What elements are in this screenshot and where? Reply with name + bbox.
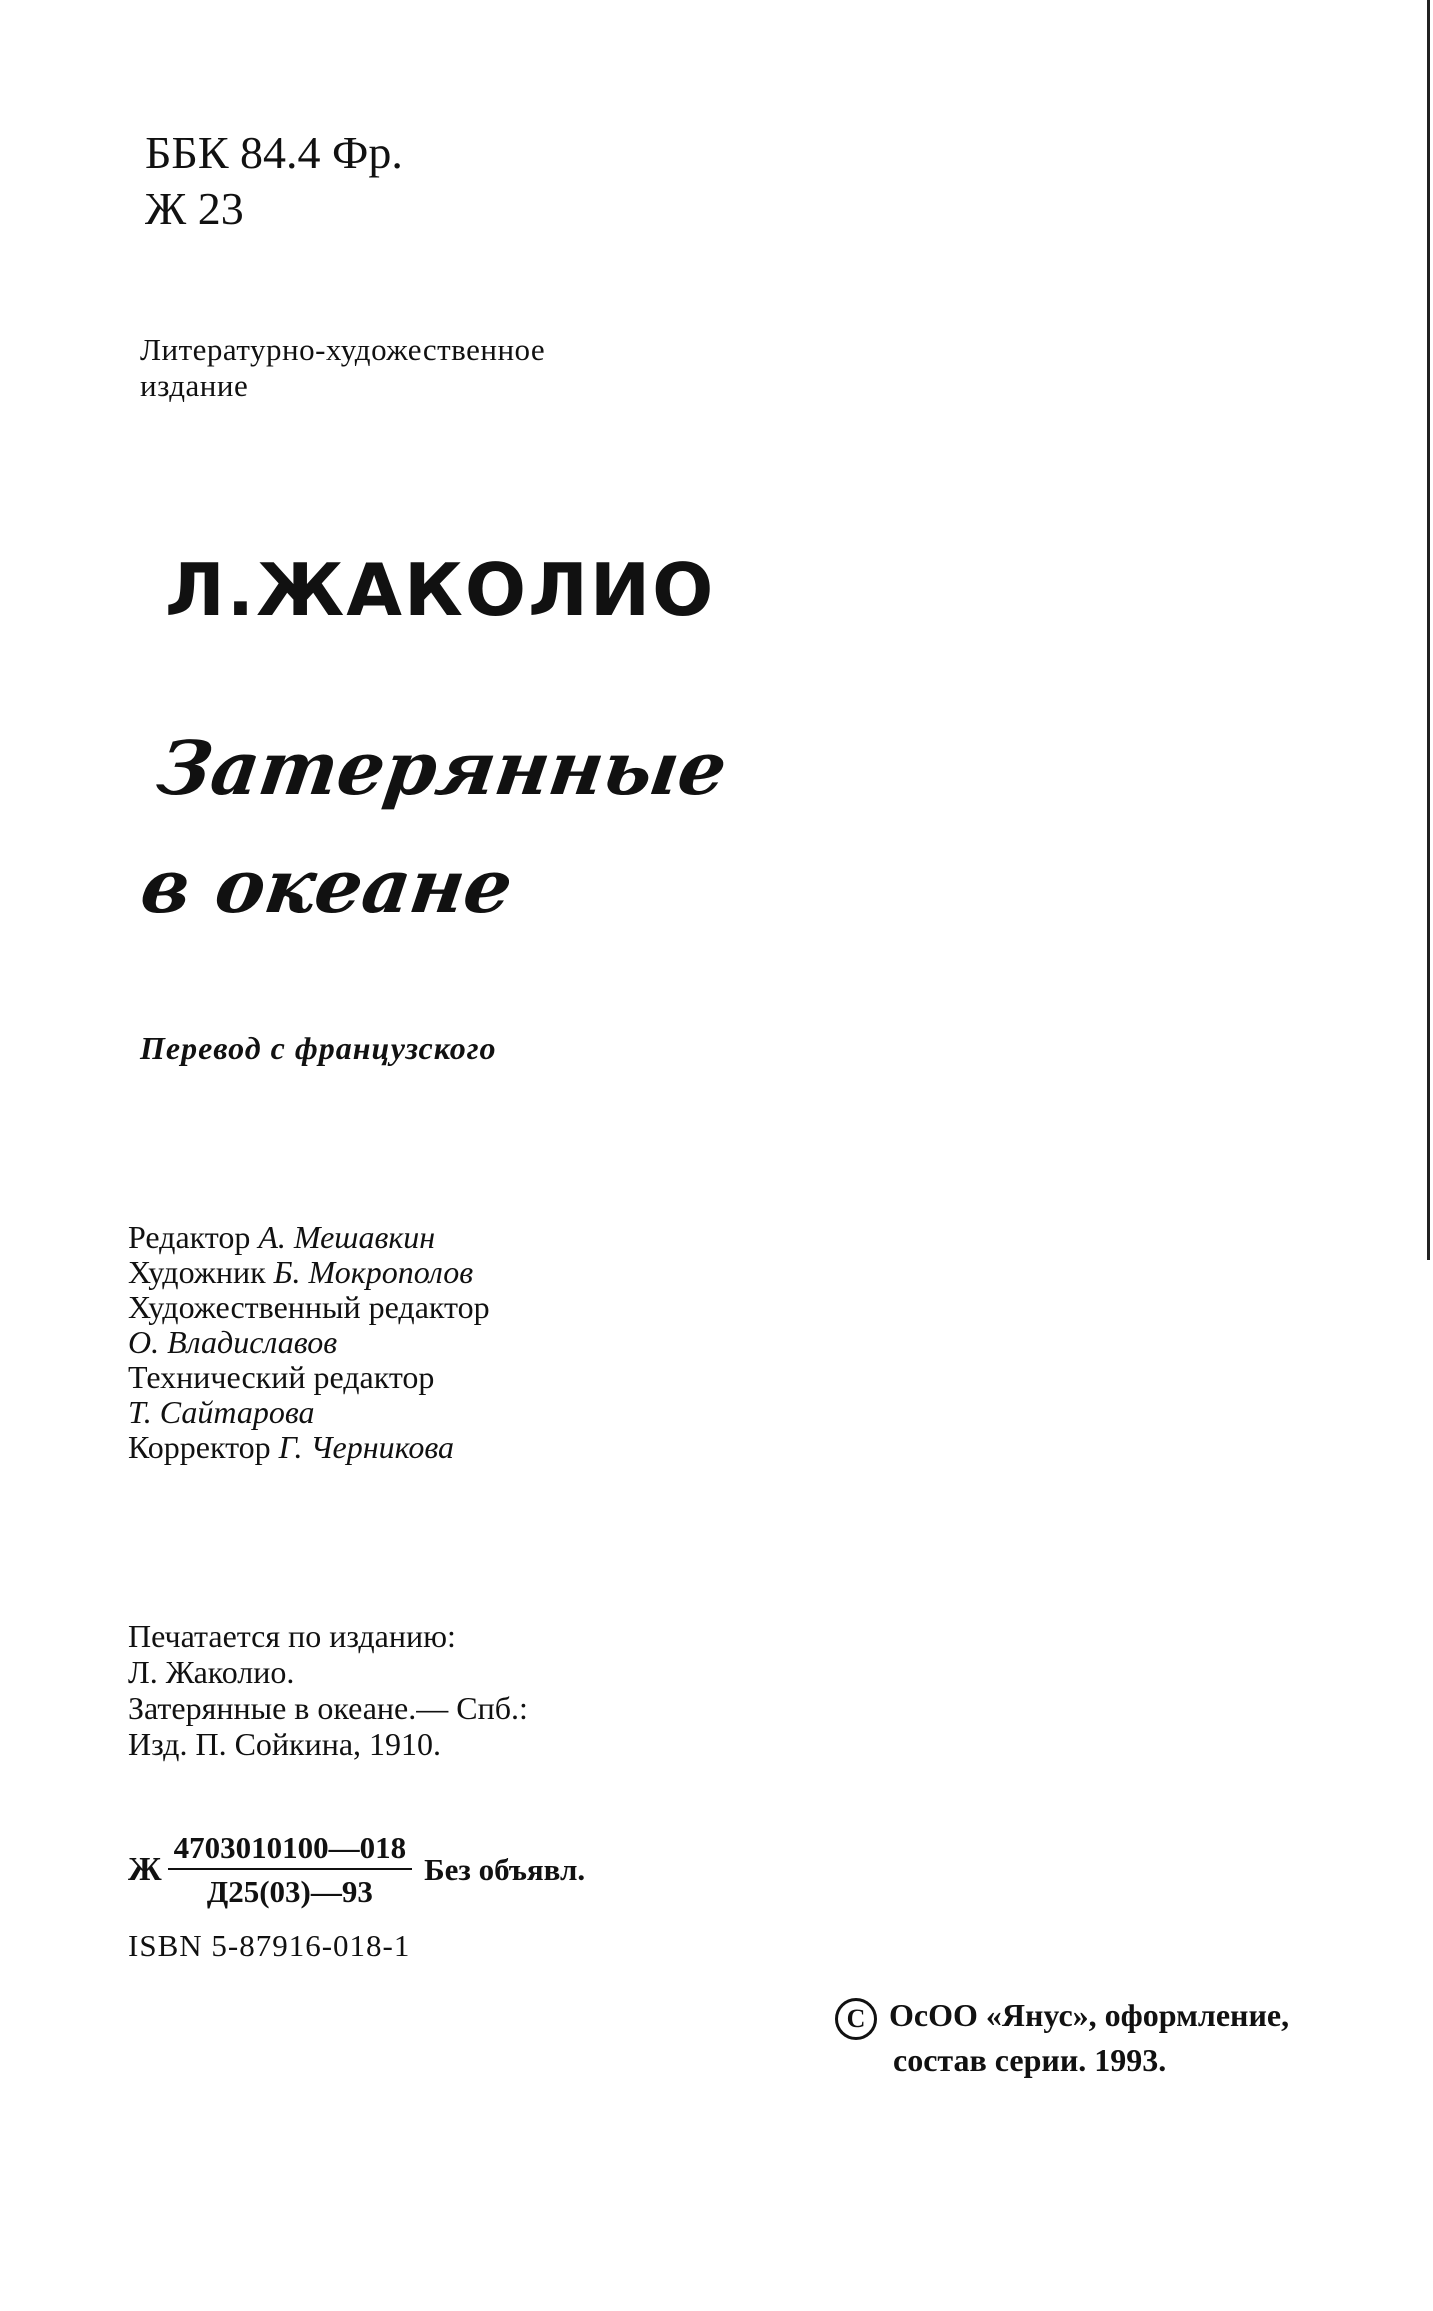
credits-list xyxy=(128,1220,490,1465)
credit-role: Художественный редактор xyxy=(128,1289,490,1325)
author-name: Л.ЖАКОЛИО xyxy=(165,548,716,632)
isbn: ISBN 5-87916-018-1 xyxy=(128,1928,411,1963)
credit-line xyxy=(128,1290,490,1325)
credit-name: Г. Черникова xyxy=(278,1429,454,1465)
edition-type-line-2: издание xyxy=(140,368,249,403)
credit-role: Художник xyxy=(128,1254,266,1290)
credit-name: А. Мешавкин xyxy=(258,1219,436,1255)
credit-line xyxy=(128,1395,490,1430)
credit-role: Редактор xyxy=(128,1219,251,1255)
copyright-line-1 xyxy=(835,1995,1289,2040)
credit-line xyxy=(128,1220,490,1255)
copyright-text-1: ОсОО «Янус», оформление, xyxy=(889,1997,1290,2033)
code-numerator: 4703010100—018 xyxy=(168,1830,413,1870)
credit-name: Б. Мокрополов xyxy=(273,1254,474,1290)
credit-line xyxy=(128,1430,490,1465)
edition-type xyxy=(140,332,545,404)
copyright-notice xyxy=(835,1995,1289,2080)
bbk-code xyxy=(145,125,403,237)
book-title xyxy=(133,710,734,946)
printed-from-line-4: Изд. П. Сойкина, 1910. xyxy=(128,1726,442,1762)
credit-name: Т. Сайтарова xyxy=(128,1394,315,1430)
credit-name: О. Владиславов xyxy=(128,1324,338,1360)
publication-code xyxy=(128,1830,585,1910)
printed-from-line-1: Печатается по изданию: xyxy=(128,1618,456,1654)
book-title-line-2: в океане xyxy=(135,844,518,930)
copyright-text-2: состав серии. 1993. xyxy=(893,2041,1167,2078)
edition-type-line-1: Литературно-художественное xyxy=(140,332,546,367)
code-denominator: Д25(03)—93 xyxy=(206,1874,373,1909)
code-fraction xyxy=(168,1830,413,1910)
code-note: Без объявл. xyxy=(424,1852,586,1887)
printed-from-line-2: Л. Жаколио. xyxy=(128,1654,295,1690)
credit-line xyxy=(128,1360,490,1395)
translation-note: Перевод с французского xyxy=(140,1030,497,1066)
credit-line xyxy=(128,1325,490,1360)
credit-role: Технический редактор xyxy=(128,1359,435,1395)
page-edge-line xyxy=(1427,0,1430,1260)
credit-role: Корректор xyxy=(128,1429,271,1465)
printed-from-note xyxy=(128,1618,528,1762)
credit-line xyxy=(128,1255,490,1290)
bbk-line-1: ББК 84.4 Фр. xyxy=(145,127,403,178)
code-prefix: Ж xyxy=(128,1851,162,1888)
printed-from-line-3: Затерянные в океане.— Спб.: xyxy=(128,1690,528,1726)
book-title-line-1: Затерянные xyxy=(152,726,732,812)
copyright-icon: C xyxy=(835,1998,877,2040)
bbk-line-2: Ж 23 xyxy=(145,183,244,234)
